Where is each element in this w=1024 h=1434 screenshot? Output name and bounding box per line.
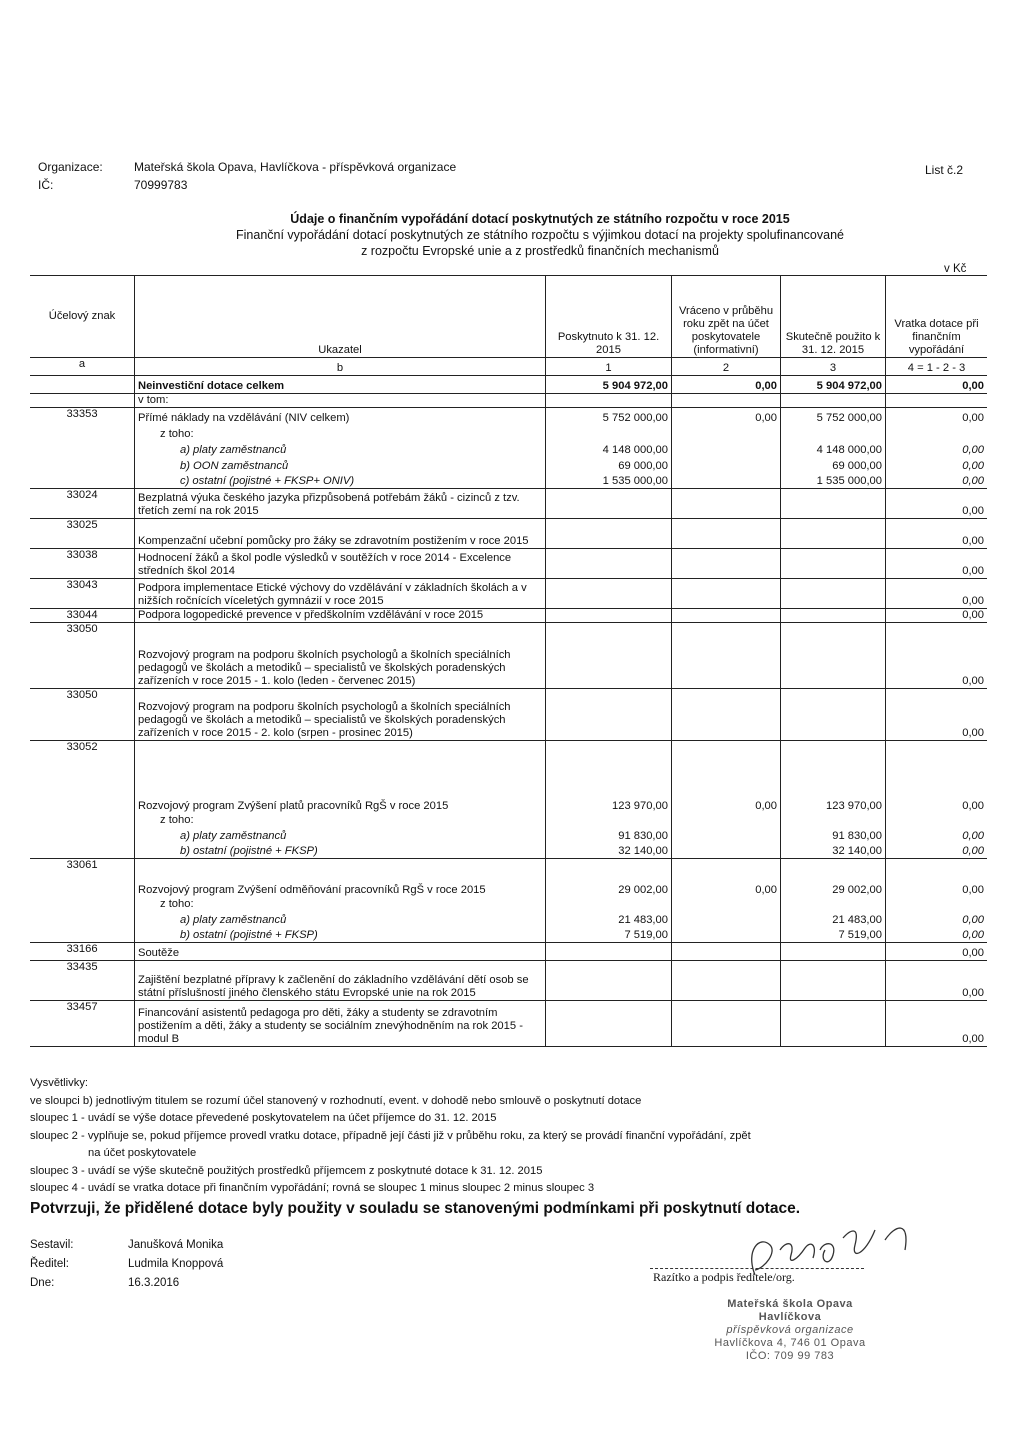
director-label: Ředitel: (30, 1258, 69, 1270)
table-row (30, 961, 987, 1001)
row-label: c) ostatní (pojistné + FKSP+ ONIV) (135, 473, 546, 489)
row-label: z toho: (135, 897, 546, 911)
column-key-2: 2 (672, 358, 781, 376)
row-code (30, 394, 135, 408)
row-refund: 0,00 (886, 961, 988, 1001)
note-line: na účet poskytovatele (88, 1147, 197, 1159)
row-used (781, 813, 886, 827)
table-row (30, 741, 987, 813)
row-returned (672, 457, 781, 473)
compiled-by-value: Janušková Monika (128, 1239, 224, 1251)
row-returned (672, 425, 781, 441)
column-key-b: b (135, 358, 546, 376)
table-row (30, 943, 987, 961)
row-used: 69 000,00 (781, 457, 886, 473)
row-label: Hodnocení žáků a škol podle výsledků v soutěžích v roce 2014 - Excelence středních škol 2014 (135, 549, 546, 579)
row-used: 5 752 000,00 (781, 408, 886, 425)
row-returned (672, 689, 781, 741)
row-used (781, 579, 886, 609)
row-code: 33457 (30, 1001, 135, 1047)
row-granted (546, 689, 672, 741)
table-row (30, 623, 987, 689)
row-returned (672, 1001, 781, 1047)
school-stamp (680, 1298, 900, 1363)
row-returned (672, 961, 781, 1001)
document-title: Údaje o finančním vypořádání dotací poskytnutých ze státního rozpočtu v roce 2015 (290, 212, 790, 226)
row-returned (672, 843, 781, 859)
table-row (30, 1001, 987, 1047)
currency-unit: v Kč (944, 263, 967, 275)
table-row (30, 911, 987, 927)
row-used (781, 943, 886, 961)
row-returned: 0,00 (672, 408, 781, 425)
sheet-number: List č.2 (925, 163, 964, 177)
row-returned (672, 473, 781, 489)
row-used (781, 519, 886, 549)
row-code: 33061 (30, 859, 135, 897)
confirmation-statement: Potvrzuji, že přidělené dotace byly použity v souladu se stanovenými podmínkami při poskytnutí dotace. (30, 1200, 800, 1217)
row-used (781, 489, 886, 519)
organization-name: Mateřská škola Opava, Havlíčkova - příspěvková organizace (134, 160, 457, 174)
row-code: 33052 (30, 741, 135, 813)
row-refund: 0,00 (962, 459, 984, 472)
row-used (781, 897, 886, 911)
table-row (30, 843, 987, 859)
table-row (30, 441, 987, 457)
row-refund: 0,00 (886, 689, 988, 741)
note-line: sloupec 2 - vyplňuje se, pokud příjemce provedl vratku dotace, případně její části již v průběhu roku, za který se provádí finanční vypořádání, zpět (30, 1129, 751, 1142)
note-line: sloupec 1 - uvádí se výše dotace převedené poskytovatelem na účet příjemce do 31. 12. 2015 (30, 1112, 497, 1124)
explanatory-notes (30, 1075, 751, 1198)
row-returned (672, 441, 781, 457)
row-code: 33044 (30, 609, 135, 623)
row-granted (546, 425, 672, 441)
row-label: b) ostatní (pojistné + FKSP) (135, 927, 546, 943)
row-refund (886, 897, 988, 911)
row-returned (672, 943, 781, 961)
row-code (30, 911, 135, 927)
row-granted: 21 483,00 (546, 911, 672, 927)
row-granted: 7 519,00 (546, 927, 672, 943)
note-line: ve sloupci b) jednotlivým titulem se rozumí účel stanovený v rozhodnutí, event. v dohodě nebo smlouvě o poskytnutí dotace (30, 1094, 642, 1107)
row-refund: 0,00 (886, 549, 988, 579)
row-refund (886, 425, 988, 441)
row-granted (546, 1001, 672, 1047)
row-refund: 0,00 (962, 443, 984, 456)
row-code (30, 457, 135, 473)
table-row (30, 827, 987, 843)
row-label: v tom: (135, 394, 546, 408)
row-code (30, 813, 135, 827)
signature-block (30, 1236, 223, 1293)
date-value: 16.3.2016 (128, 1277, 180, 1289)
row-used (781, 394, 886, 408)
row-refund: 0,00 (886, 519, 988, 549)
stamp-line: příspěvková organizace (726, 1324, 854, 1336)
column-header-refund: Vratka dotace při finančním vypořádání (886, 276, 988, 358)
note-line: sloupec 3 - uvádí se výše skutečně použitých prostředků příjemcem z poskytnuté dotace k 31. 12. 2015 (30, 1164, 543, 1177)
table-row (30, 457, 987, 473)
row-code (30, 827, 135, 843)
row-refund: 0,00 (886, 376, 988, 394)
row-used (781, 961, 886, 1001)
row-used (781, 1001, 886, 1047)
row-used: 29 002,00 (781, 859, 886, 897)
row-refund: 0,00 (886, 489, 988, 519)
row-label: Financování asistentů pedagoga pro děti, žáky a studenty se zdravotním postižením a děti, žáky a studenty se sociálním znevýhodněním na rok 2015 - modul B (135, 1001, 546, 1047)
row-code: 33050 (30, 689, 135, 741)
row-granted (546, 549, 672, 579)
row-refund: 0,00 (886, 1001, 988, 1047)
stamp-line: IČO: 709 99 783 (745, 1350, 835, 1362)
row-code (30, 376, 135, 394)
row-used: 21 483,00 (781, 911, 886, 927)
handwritten-signature (725, 1210, 925, 1285)
row-used: 32 140,00 (781, 843, 886, 859)
row-returned (672, 489, 781, 519)
row-label: b) ostatní (pojistné + FKSP) (135, 843, 546, 859)
row-refund: 0,00 (962, 829, 984, 842)
row-used (781, 623, 886, 689)
column-header-granted: Poskytnuto k 31. 12. 2015 (546, 276, 672, 358)
row-label: Podpora logopedické prevence v předškolním vzdělávání v roce 2015 (135, 609, 546, 623)
row-refund: 0,00 (962, 845, 984, 857)
notes-heading: Vysvětlivky: (30, 1077, 89, 1089)
table-row (30, 425, 987, 441)
director-value: Ludmila Knoppová (128, 1258, 224, 1270)
row-granted: 5 752 000,00 (546, 408, 672, 425)
column-key-a: a (30, 358, 135, 376)
row-refund: 0,00 (886, 408, 988, 425)
row-label: Bezplatná výuka českého jazyka přizpůsobená potřebám žáků - cizinců z tzv. třetích zemí na rok 2015 (135, 489, 546, 519)
row-code: 33353 (30, 408, 135, 425)
row-granted: 4 148 000,00 (546, 441, 672, 457)
date-label: Dne: (30, 1277, 55, 1289)
row-refund: 0,00 (962, 475, 984, 487)
row-code (30, 441, 135, 457)
row-granted: 69 000,00 (546, 457, 672, 473)
row-granted (546, 519, 672, 549)
row-granted (546, 961, 672, 1001)
row-used (781, 609, 886, 623)
ic-label: IČ: (38, 178, 54, 192)
row-used (781, 549, 886, 579)
row-granted (546, 813, 672, 827)
table-row (30, 473, 987, 489)
settlement-table (30, 275, 987, 1047)
row-granted (546, 943, 672, 961)
row-used: 5 904 972,00 (781, 376, 886, 394)
row-used (781, 425, 886, 441)
row-refund (886, 813, 988, 827)
row-code: 33050 (30, 623, 135, 689)
row-label: Přímé náklady na vzdělávání (NIV celkem) (135, 408, 546, 425)
row-granted (546, 897, 672, 911)
row-code (30, 473, 135, 489)
row-code: 33024 (30, 489, 135, 519)
row-returned: 0,00 (672, 741, 781, 813)
row-refund: 0,00 (886, 741, 988, 813)
table-row (30, 897, 987, 911)
row-label: Podpora implementace Etické výchovy do vzdělávání v základních školách a v nižších ročnících víceletých gymnázií v roce 2015 (135, 579, 546, 609)
column-header-code: Účelový znak (30, 276, 135, 358)
row-code (30, 843, 135, 859)
row-label: Rozvojový program Zvýšení odměňování pracovníků RgŠ v roce 2015 (135, 859, 546, 897)
row-granted: 91 830,00 (546, 827, 672, 843)
row-label: Soutěže (135, 943, 546, 961)
row-label: Kompenzační učební pomůcky pro žáky se zdravotním postižením v roce 2015 (135, 519, 546, 549)
row-granted (546, 609, 672, 623)
row-used (781, 689, 886, 741)
table-row (30, 489, 987, 519)
column-key-3: 3 (781, 358, 886, 376)
row-granted (546, 623, 672, 689)
document-subtitle-2: z rozpočtu Evropské unie a z prostředků finančních mechanismů (361, 244, 719, 258)
column-key-row (30, 358, 987, 376)
row-returned (672, 813, 781, 827)
row-refund: 0,00 (886, 623, 988, 689)
row-used: 7 519,00 (781, 927, 886, 943)
table-row (30, 579, 987, 609)
row-code: 33166 (30, 943, 135, 961)
row-returned (672, 927, 781, 943)
row-code (30, 897, 135, 911)
table-row (30, 859, 987, 897)
organization-label: Organizace: (38, 160, 103, 174)
row-returned (672, 519, 781, 549)
row-refund: 0,00 (962, 913, 984, 926)
row-refund (886, 394, 988, 408)
row-returned: 0,00 (672, 859, 781, 897)
row-refund: 0,00 (886, 609, 988, 623)
ic-value: 70999783 (134, 178, 188, 192)
row-refund: 0,00 (886, 579, 988, 609)
table-row (30, 609, 987, 623)
row-code: 33435 (30, 961, 135, 1001)
row-returned: 0,00 (672, 376, 781, 394)
row-code: 33038 (30, 549, 135, 579)
row-label: Neinvestiční dotace celkem (135, 376, 546, 394)
row-label: a) platy zaměstnanců (135, 911, 546, 927)
row-label: a) platy zaměstnanců (135, 441, 546, 457)
row-code (30, 425, 135, 441)
row-code (30, 927, 135, 943)
column-header-indicator: Ukazatel (135, 276, 546, 358)
column-header-used: Skutečně použito k 31. 12. 2015 (781, 276, 886, 358)
row-label: z toho: (135, 813, 546, 827)
row-granted: 5 904 972,00 (546, 376, 672, 394)
table-row (30, 813, 987, 827)
row-granted: 29 002,00 (546, 859, 672, 897)
table-row (30, 376, 987, 394)
row-returned (672, 394, 781, 408)
row-granted: 32 140,00 (546, 843, 672, 859)
row-code: 33025 (30, 519, 135, 549)
table-header-row (30, 276, 987, 358)
row-refund: 0,00 (886, 859, 988, 897)
table-row (30, 394, 987, 408)
row-label: b) OON zaměstnanců (135, 457, 546, 473)
row-code: 33043 (30, 579, 135, 609)
column-header-returned: Vráceno v průběhu roku zpět na účet poskytovatele (informativní) (672, 276, 781, 358)
row-granted: 1 535 000,00 (546, 473, 672, 489)
row-label: Rozvojový program Zvýšení platů pracovníků RgŠ v roce 2015 (135, 741, 546, 813)
table-bottom-border (30, 1047, 987, 1048)
row-returned (672, 897, 781, 911)
row-returned (672, 827, 781, 843)
row-used: 1 535 000,00 (781, 473, 886, 489)
row-refund: 0,00 (886, 943, 988, 961)
row-granted: 123 970,00 (546, 741, 672, 813)
table-row (30, 927, 987, 943)
stamp-line: Havlíčkova (758, 1311, 822, 1323)
stamp-caption: Razítko a podpis ředitele/org. (653, 1270, 795, 1284)
compiled-by-label: Sestavil: (30, 1239, 74, 1251)
row-label: a) platy zaměstnanců (135, 827, 546, 843)
column-key-1: 1 (546, 358, 672, 376)
row-returned (672, 911, 781, 927)
stamp-line: Havlíčkova 4, 746 01 Opava (714, 1337, 866, 1349)
row-granted (546, 394, 672, 408)
row-returned (672, 623, 781, 689)
row-returned (672, 579, 781, 609)
row-used: 4 148 000,00 (781, 441, 886, 457)
row-label: Rozvojový program na podporu školních psychologů a školních speciálních pedagogů ve školách a metodiků – specialistů ve školských poradenských zařízeních v roce 2015 - 1. kolo (leden - červenec 2015) (135, 623, 546, 689)
table-row (30, 408, 987, 425)
document-subtitle-1: Finanční vypořádání dotací poskytnutých ze státního rozpočtu s výjimkou dotací na projekty spolufinancované (236, 228, 844, 242)
row-returned (672, 549, 781, 579)
row-returned (672, 609, 781, 623)
row-label: z toho: (135, 425, 546, 441)
row-used: 91 830,00 (781, 827, 886, 843)
row-label: Zajištění bezplatné přípravy k začlenění do základního vzdělávání dětí osob se státní příslušností jiného členského státu Evropské unie na rok 2015 (135, 961, 546, 1001)
row-used: 123 970,00 (781, 741, 886, 813)
table-row (30, 519, 987, 549)
row-granted (546, 489, 672, 519)
column-key-4: 4 = 1 - 2 - 3 (886, 358, 988, 376)
row-label: Rozvojový program na podporu školních psychologů a školních speciálních pedagogů ve školách a metodiků – specialistů ve školských poradenských zařízeních v roce 2015 - 2. kolo (srpen - prosinec 2015) (135, 689, 546, 741)
row-granted (546, 579, 672, 609)
stamp-line: Mateřská škola Opava (727, 1298, 853, 1310)
row-refund: 0,00 (962, 929, 984, 941)
note-line: sloupec 4 - uvádí se vratka dotace při finančním vypořádání; rovná se sloupec 1 minus sloupec 2 minus sloupec 3 (30, 1182, 595, 1194)
table-row (30, 689, 987, 741)
table-row (30, 549, 987, 579)
